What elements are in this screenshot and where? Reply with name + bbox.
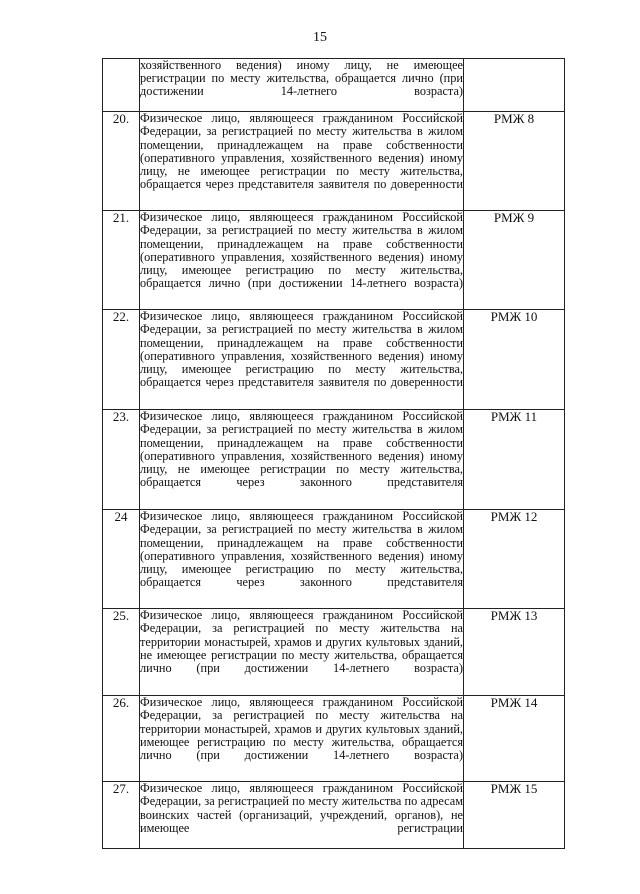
row-description: Физическое лицо, являющееся гражданином Российской Федерации, за регистрацией по месту жительства в жилом помещении, принадлежащем на праве собственности (оперативного управления, хозяйственного ведения) иному лицу, имеющее регистрацию по месту жительства, обращается через законного представителя — [140, 510, 464, 609]
row-number: 22. — [103, 310, 140, 410]
row-description: Физическое лицо, являющееся гражданином Российской Федерации, за регистрацией по месту жительства на территории монастырей, храмов и других культовых зданий, имеющее регистрацию по месту жительства, обращается лично (при достижении 14-летнего возраста) — [140, 696, 464, 782]
row-number: 24 — [103, 510, 140, 609]
table-row — [103, 782, 565, 848]
row-code: РМЖ 12 — [464, 510, 565, 609]
row-number: 21. — [103, 211, 140, 310]
table-row — [103, 510, 565, 609]
table-row — [103, 410, 565, 510]
row-number: 23. — [103, 410, 140, 510]
row-description: Физическое лицо, являющееся гражданином Российской Федерации, за регистрацией по месту жительства на территории монастырей, храмов и других культовых зданий, не имеющее регистрации по месту жительства, обращается лично (при достижении 14-летнего возраста) — [140, 609, 464, 696]
table-row-continuation — [103, 59, 565, 112]
row-code: РМЖ 9 — [464, 211, 565, 310]
row-number — [103, 59, 140, 112]
row-description: Физическое лицо, являющееся гражданином Российской Федерации, за регистрацией по месту жительства в жилом помещении, принадлежащем на праве собственности (оперативного управления, хозяйственного ведения) иному лицу, не имеющее регистрации по месту жительства, обращается через представителя заявителя по доверенности — [140, 112, 464, 211]
table-row — [103, 609, 565, 696]
row-code — [464, 59, 565, 112]
row-code: РМЖ 15 — [464, 782, 565, 848]
row-code: РМЖ 10 — [464, 310, 565, 410]
row-number: 20. — [103, 112, 140, 211]
row-description: хозяйственного ведения) иному лицу, не имеющее регистрации по месту жительства, обращается лично (при достижении 14-летнего возраста) — [140, 59, 464, 112]
row-code: РМЖ 8 — [464, 112, 565, 211]
page-number: 15 — [313, 30, 327, 45]
registration-table — [102, 58, 565, 849]
row-code: РМЖ 11 — [464, 410, 565, 510]
row-number: 26. — [103, 696, 140, 782]
table-row — [103, 112, 565, 211]
row-code: РМЖ 13 — [464, 609, 565, 696]
row-description: Физическое лицо, являющееся гражданином Российской Федерации, за регистрацией по месту жительства по адресам воинских частей (организаций, учреждений, органов), не имеющее регистрации — [140, 782, 464, 848]
row-description: Физическое лицо, являющееся гражданином Российской Федерации, за регистрацией по месту жительства в жилом помещении, принадлежащем на праве собственности (оперативного управления, хозяйственного ведения) иному лицу, не имеющее регистрации по месту жительства, обращается через законного представителя — [140, 410, 464, 510]
row-number: 27. — [103, 782, 140, 848]
table-row — [103, 696, 565, 782]
row-number: 25. — [103, 609, 140, 696]
row-code: РМЖ 14 — [464, 696, 565, 782]
row-description: Физическое лицо, являющееся гражданином Российской Федерации, за регистрацией по месту жительства в жилом помещении, принадлежащем на праве собственности (оперативного управления, хозяйственного ведения) иному лицу, имеющее регистрацию по месту жительства, обращается лично (при достижении 14-летнего возраста) — [140, 211, 464, 310]
row-description: Физическое лицо, являющееся гражданином Российской Федерации, за регистрацией по месту жительства в жилом помещении, принадлежащем на праве собственности (оперативного управления, хозяйственного ведения) иному лицу, имеющее регистрацию по месту жительства, обращается через представителя заявителя по доверенности — [140, 310, 464, 410]
table-row — [103, 310, 565, 410]
table-row — [103, 211, 565, 310]
